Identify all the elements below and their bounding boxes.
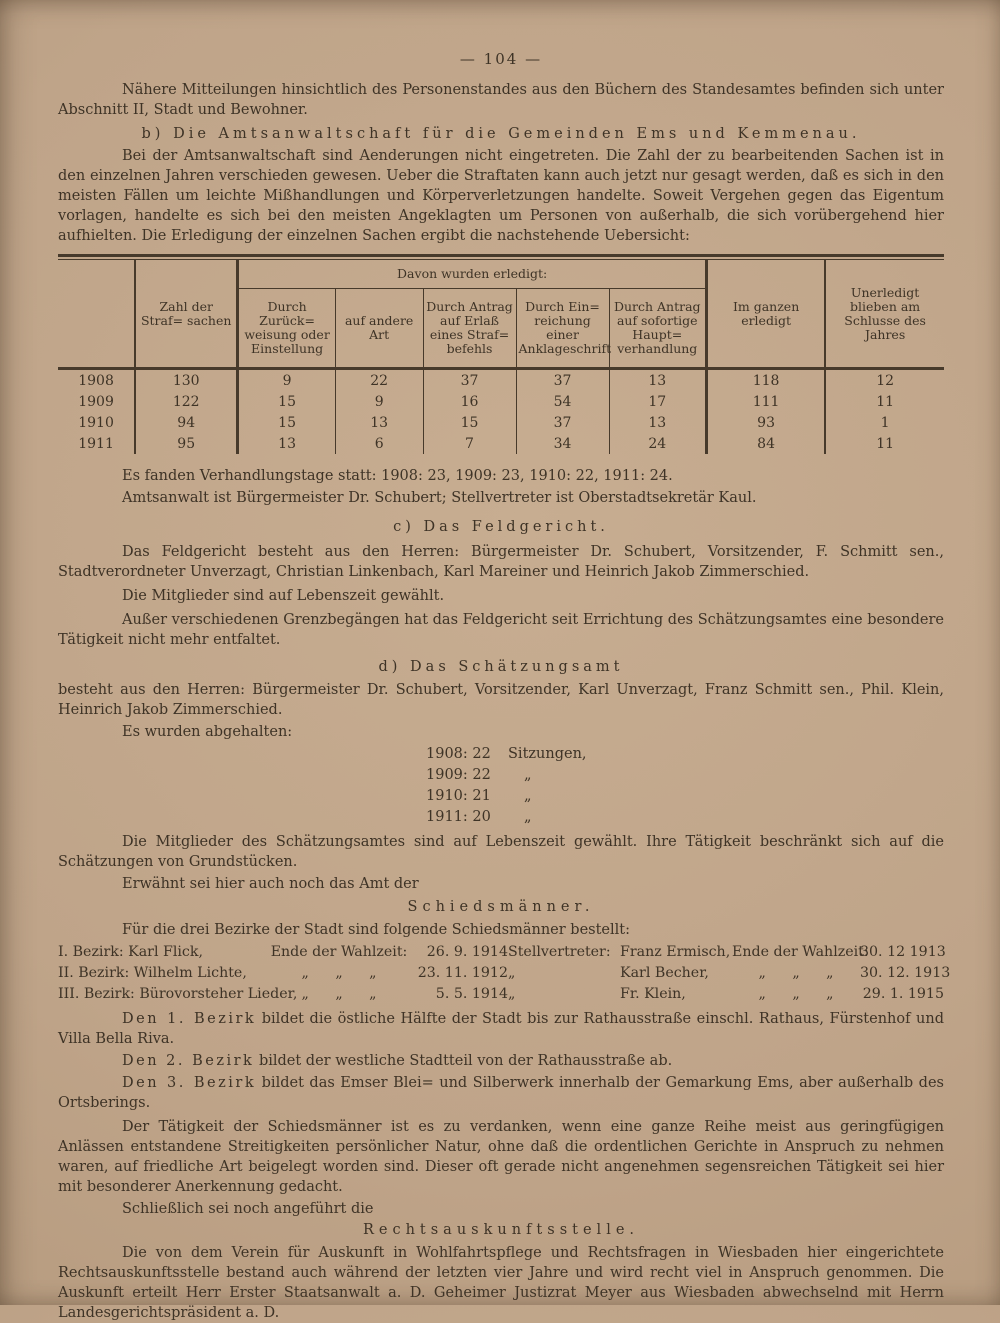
stellv-wahlzeit-date: 30. 12 1913 [860,944,946,960]
cell: 7 [423,433,516,454]
feldgericht-paragraph-2: Die Mitglieder sind auf Lebenszeit gewählt. [122,588,445,604]
ditto-marks: „ „ „ [758,986,834,1002]
table-row-1911 [58,433,944,454]
section-heading-schaetzungsamt: d) Das Schätzungsamt [378,659,624,675]
bezirk-2-lead: Den 2. Bezirk [122,1053,255,1069]
col-strafbefehl-header: Durch Antrag auf Erlaß eines Straf= befehls [423,289,516,369]
sitzungen-item [426,744,944,765]
stellv-wahlzeit-date: 30. 12. 1913 [860,965,951,981]
section-heading-amtsanwaltschaft: b) Die Amtsanwaltschaft für die Gemeinden Ems und Kemmenau. [141,126,861,142]
cell: 95 [135,433,238,454]
cell: 111 [706,391,825,412]
cell: 34 [516,433,609,454]
schiedsmaenner-intro: Für die drei Bezirke der Stadt sind folgende Schiedsmänner bestellt: [122,922,630,938]
stellvertreter-label: Stellvertreter: [508,944,611,960]
cell: 37 [516,412,609,433]
ditto-marks: „ „ „ [301,965,377,981]
bezirk-paragraph-2 [58,1051,944,1071]
cell: 13 [238,433,335,454]
strafsachen-table [58,254,944,454]
sitzungen-item [426,807,944,828]
cell: 6 [335,433,423,454]
schliesslich-line: Schließlich sei noch angeführt die [122,1201,374,1217]
amtsanwalt-line: Amtsanwalt ist Bürgermeister Dr. Schubert; Stellvertreter ist Oberstadtsekretär Kaul. [122,490,757,506]
bezirk-paragraph-3 [58,1073,944,1113]
sitzung-year-count: 1911: 20 [426,809,491,825]
table-row-1910 [58,412,944,433]
cell: 13 [335,412,423,433]
feldgericht-paragraph-1: Das Feldgericht besteht aus den Herren: Bürgermeister Dr. Schubert, Vorsitzender, F. Schmitt sen., Stadtverordneter Unverzagt, Christian Linkenbach, Karl Mareiner und Heinrich Jakob Zimmerschied. [58,544,944,580]
col-andere-art-header: auf andere Art [335,289,423,369]
cell: 13 [609,412,706,433]
cell: 37 [516,369,609,392]
cell: 122 [135,391,238,412]
sitzung-ditto-mark: „ [524,767,532,783]
sitzung-ditto-mark: „ [524,788,532,804]
cell: 1 [825,412,944,433]
rechtsauskunft-paragraph: Die von dem Verein für Auskunft in Wohlfahrtspflege und Rechtsfragen in Wiesbaden hier eingerichtete Rechtsauskunftsstelle bestand auch während der letzten vier Jahre und wird recht viel in Anspruch genommen. Die Auskunft erteilt Herr Erster Staatsanwalt a. D. Geheimer Justizrat Meyer aus Wiesbaden abwechselnd mit Herrn Landesgerichtspräsident a. D. [58,1245,944,1321]
cell: 16 [423,391,516,412]
ditto-marks: „ „ „ [301,986,377,1002]
cell: 37 [423,369,516,392]
section-heading-schiedsmaenner: Schiedsmänner. [407,899,595,915]
cell: 130 [135,369,238,392]
wahlzeit-date: 26. 9. 1914 [426,944,508,960]
cell: 15 [238,391,335,412]
bezirk-row-2 [58,963,951,984]
wahlzeit-label: Ende der Wahlzeit: [270,944,408,960]
cell: 24 [609,433,706,454]
section-heading-feldgericht: c) Das Feldgericht. [393,519,609,535]
sitzung-unit: Sitzungen, [508,746,587,762]
stellvertreter-name: Fr. Klein, [620,986,686,1002]
sitzungen-item [426,786,944,807]
cell: 12 [825,369,944,392]
schaetzungsamt-paragraph-1: besteht aus den Herren: Bürgermeister Dr. Schubert, Vorsitzender, Karl Unverzagt, Franz Schmitt sen., Phil. Klein, Heinrich Jakob Zimmerschied. [58,682,944,718]
cell: 11 [825,391,944,412]
col-unerledigt-header: Unerledigt blieben am Schlusse des Jahres [825,260,944,369]
stellv-wahlzeit-date: 29. 1. 1915 [862,986,944,1002]
section-heading-rechtsauskunftsstelle: Rechtsauskunftsstelle. [362,1222,640,1238]
col-zurueckweisung-header: Durch Zurück= weisung oder Einstellung [238,289,335,369]
taetigkeit-paragraph: Der Tätigkeit der Schiedsmänner ist es zu verdanken, wenn eine ganze Reihe meist aus geringfügigen Anlässen entstandene Streitigkeiten persönlicher Natur, ohne daß die ordentlichen Gerichte in Anspruch zu nehmen waren, auf friedliche Art beigelegt worden sind. Dieser oft gerade nicht angenehmen segensreichen Tätigkeit sei hier mit besonderer Anerkennung gedacht. [58,1119,944,1195]
wahlzeit-date: 23. 11. 1912 [417,965,508,981]
stellv-wahlzeit-label: Ende der Wahlzeit: [732,944,869,960]
bezirk-1-text: bildet die östliche Hälfte der Stadt bis zur Rathausstraße einschl. Rathaus, Fürstenhof und Villa Bella Riva. [58,1011,944,1047]
cell: 22 [335,369,423,392]
col-year-header [58,260,135,369]
schaetzungsamt-paragraph-3: Die Mitglieder des Schätzungsamtes sind auf Lebenszeit gewählt. Ihre Tätigkeit beschränkt sich auf die Schätzungen von Grundstücken. [58,834,944,870]
col-imganzen-header: Im ganzen erledigt [732,298,800,328]
verhandlungstage-line: Es fanden Verhandlungstage statt: 1908: 23, 1909: 23, 1910: 22, 1911: 24. [122,468,673,484]
sitzung-year-count: 1909: 22 [426,767,491,783]
year-cell: 1910 [78,414,114,431]
col-zahl-header: Zahl der Straf= sachen [135,260,238,369]
page-number: — 104 — [459,50,543,68]
table-row-1908 [58,369,944,392]
sitzung-ditto-mark: „ [524,809,532,825]
sitzungen-list [426,744,944,828]
schaetzungsamt-paragraph-4: Erwähnt sei hier auch noch das Amt der [122,876,419,892]
cell: 15 [423,412,516,433]
schaetzungsamt-abgehalten-line: Es wurden abgehalten: [122,724,293,740]
cell: 11 [825,433,944,454]
bezirk-2-text: bildet der westliche Stadtteil von der Rathausstraße ab. [254,1053,673,1069]
cell: 9 [335,391,423,412]
cell: 118 [706,369,825,392]
bezirk-name: III. Bezirk: Bürovorsteher Lieder, [58,986,298,1002]
cell: 9 [238,369,335,392]
feldgericht-paragraph-3: Außer verschiedenen Grenzbegängen hat das Feldgericht seit Errichtung des Schätzungsamtes eine besondere Tätigkeit nicht mehr entfaltet. [58,612,944,648]
bezirk-row-1 [58,942,944,963]
cell: 54 [516,391,609,412]
wahlzeit-date: 5. 5. 1914 [435,986,508,1002]
stellvertreter-name: Franz Ermisch, [620,944,731,960]
ditto-marks: „ „ „ [758,965,834,981]
cell: 84 [706,433,825,454]
bezirk-3-lead: Den 3. Bezirk [122,1075,257,1091]
stellvertreter-name: Karl Becher, [620,965,709,981]
cell: 15 [238,412,335,433]
ditto-mark: „ [508,965,516,981]
sitzungen-item [426,765,944,786]
bezirk-paragraph-1 [58,1009,944,1049]
cell: 94 [135,412,238,433]
bezirk-name: II. Bezirk: Wilhelm Lichte, [58,965,247,981]
col-anklageschrift-header: Durch Ein= reichung einer Anklageschrift [516,289,609,369]
sitzung-year-count: 1910: 21 [426,788,491,804]
bezirk-3-text: bildet das Emser Blei= und Silberwerk innerhalb der Gemarkung Ems, aber außerhalb des Ortsberings. [58,1075,944,1111]
col-hauptverhandlung-header: Durch Antrag auf sofortige Haupt= verhandlung [609,289,706,369]
year-cell: 1911 [78,435,114,452]
cell: 17 [609,391,706,412]
bezirk-name: I. Bezirk: Karl Flick, [58,944,203,960]
bezirk-row-3 [58,984,944,1005]
amtsanwaltschaft-paragraph: Bei der Amtsanwaltschaft sind Aenderungen nicht eingetreten. Die Zahl der zu bearbeitenden Sachen ist in den einzelnen Jahren verschieden gewesen. Ueber die Straftaten kann auch jetzt nur gesagt werden, daß es sich in den meisten Fällen um leichte Mißhandlungen und Körperverletzungen handelte. Soweit Vergehen gegen das Eigentum vorlagen, handelte es sich bei den meisten Angeklagten um Personen von außerhalb, die sich vorübergehend hier aufhielten. Die Erledigung der einzelnen Sachen ergibt die nachstehende Uebersicht: [58,148,944,244]
sitzung-year-count: 1908: 22 [426,746,491,762]
intro-paragraph: Nähere Mitteilungen hinsichtlich des Personenstandes aus den Büchern des Standesamtes befinden sich unter Abschnitt II, Stadt und Bewohner. [58,82,944,118]
table-row-1909 [58,391,944,412]
davon-erledigt-span-header: Davon wurden erledigt: [238,260,707,289]
cell: 93 [706,412,825,433]
bezirk-1-lead: Den 1. Bezirk [122,1011,257,1027]
cell: 13 [609,369,706,392]
year-cell: 1908 [58,369,135,392]
year-cell: 1909 [78,393,114,410]
ditto-mark: „ [508,986,516,1002]
